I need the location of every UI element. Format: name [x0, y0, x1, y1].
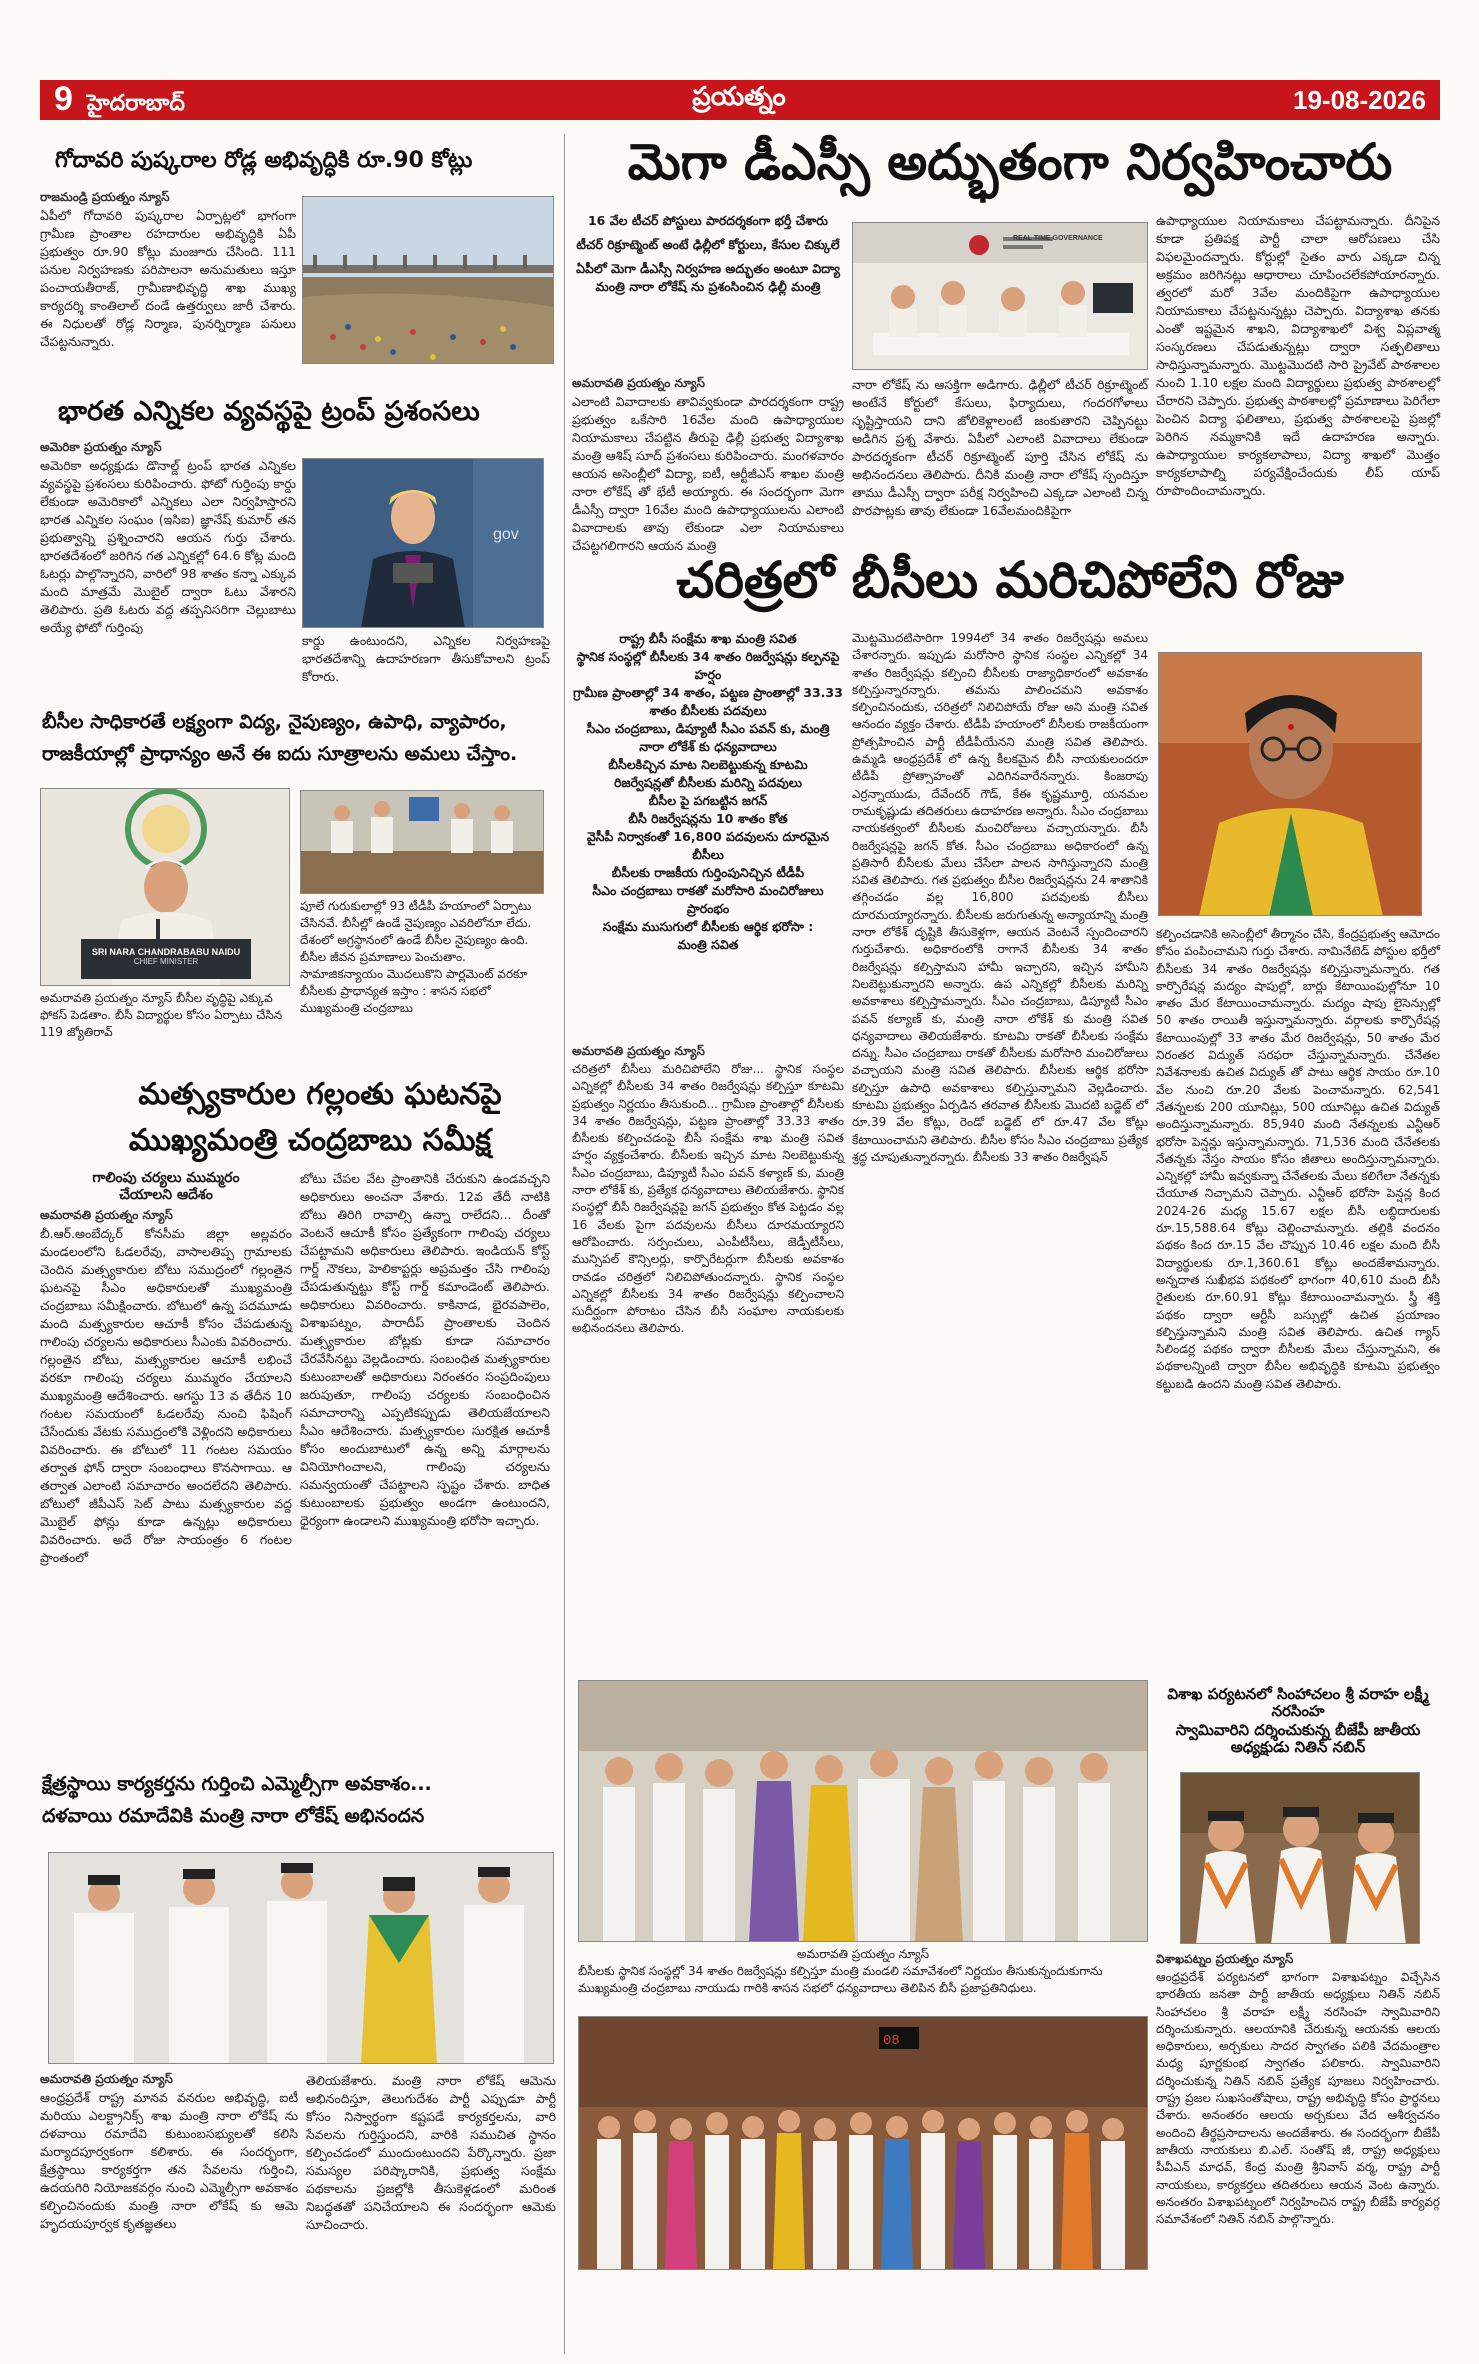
- meeting-room-image: [301, 791, 544, 894]
- bc-highlight: బీసీలకు రాజకీయ గుర్తింపునిచ్చిన టీడీపీ: [611, 865, 805, 880]
- bc-highlights: [572, 630, 844, 954]
- fishermen-sub-1: గాలింపు చర్యలు ముమ్మరం: [92, 1170, 240, 1186]
- paper-name: ప్రయత్నం: [692, 82, 786, 112]
- bc-col-1: [572, 1044, 844, 1338]
- bc-highlight: వైసీపీ నిర్వాకంతో 16,800 పదవులను దూరమైన బీసీలు: [586, 829, 830, 862]
- bc-highlight: బీసీల పై పగబట్టిన జగన్: [648, 793, 768, 808]
- trump-body-cont: కార్డు ఉంటుందని, ఎన్నికల నిర్వహణపై భారతదేశాన్ని ఉదాహరణగా తీసుకోవాలని ట్రంప్ కోరారు.: [302, 633, 550, 684]
- trump-headline: భారత ఎన్నికల వ్యవస్థపై ట్రంప్ ప్రశంసలు: [58, 396, 480, 427]
- minister-portrait-image: [1159, 653, 1422, 916]
- bc-body-1: చరిత్రలో బీసీలు మరిచిపోలేని రోజు... స్థానిక సంస్థల ఎన్నికల్లో బీసీలకు 34 శాతం రిజర్వేషన్లు కల్పిస్తూ కూటమి ప్రభుత్వం నిర్ణయం తీసుకుంది... గ్రామీణ ప్రాంతాల్లో బీసీలకు 34 శాతం రిజర్వేషన్లు, పట్టణ ప్రాంతాల్లో 33.33 శాతం బీసీలకు కల్పించడంపై బీసీ సంక్షేమ శాఖ మంత్రి సవిత హర్షం వ్యక్తంచేశారు. బీసీలకు ఇచ్చిన మాట నిలబెట్టుకున్న సీఎం చంద్రబాబు, డిప్యూటీ సీఎం పవన్ కళ్యాణ్ కు, మంత్రి నారా లోకేశ్ కు, ప్రత్యేక ధన్యవాదాలు తెలియజేశారు. స్థానిక సంస్థల్లో బీసీ రిజర్వేషన్లపై జగన్ ప్రభుత్వం కోత పెట్టడం వల్ల 16 వేలకు పైగా పదవులను బీసీలు దూరమయ్యారని ఆరోపించారు. సర్పంచులు, ఎంపీటీసీలు, జెడ్పీటీసీలు, మున్సిపల్ కౌన్సిలర్లు, కార్పొరేటర్లుగా బీసీలకు అవకాశం రావడం చరిత్రలో నిలిచిపోతుందన్నారు. స్థానిక సంస్థల ఎన్నికల్లో బీసీలకు 34 శాతం రిజర్వేషన్లు కల్పించాలని సుదీర్ఘంగా పోరాటం చేసిన బీసీ సంఘాల నాయకులకు అభినందనలు తెలిపారు.: [572, 1062, 844, 1336]
- bc-dateline: అమరావతి ప్రయత్నం న్యూస్: [572, 1044, 705, 1058]
- dsc-photo: [852, 222, 1148, 370]
- bc-photo-caption: [578, 1946, 1148, 1997]
- dsc-highlight: ఏపీలో మెగా డీఎస్సీ నిర్వహణ అద్భుతం అంటూ విద్యా మంత్రి నారా లోకేష్ ను ప్రశంసించిన ఢిల్లీ మంత్రి: [576, 261, 840, 294]
- assembly-group-image-1: [579, 1681, 1148, 1942]
- lokesh-body-right: తెలియజేశారు. మంత్రి నారా లోకేష్ ఆమెను అభినందిస్తూ, తెలుగుదేశం పార్టీ ఎప్పుడూ పార్టీ కోసం నిస్వార్థంగా కష్టపడే కార్యకర్తలను, వారి సేవలను గుర్తిస్తుందని, వారికి సముచిత స్థానం కల్పించడంలో ముందుంటుందని పేర్కొన్నారు. ప్రజా సమస్యల పరిష్కారానికి, ప్రభుత్వ సంక్షేమ పథకాలను ప్రజల్లోకి తీసుకెళ్లడంలో మరింత నిబద్ధతతో పనిచేయాలని ఈ సందర్భంగా ఆమెకు సూచించారు.: [306, 2073, 556, 2232]
- bc-headline: చరిత్రలో బీసీలు మరిచిపోలేని రోజు: [676, 551, 1344, 609]
- naidu-headline-1: బీసీల సాధికారతే లక్ష్యంగా విద్య, నైపుణ్యం, ఉపాధి, వ్యాపారం,: [42, 711, 507, 733]
- masthead-left: [54, 80, 185, 121]
- nitin-headline-1: విశాఖ పర్యటనలో సింహాచలం శ్రీ వరాహ లక్ష్మీ నరసింహ: [1167, 1685, 1429, 1721]
- savitha-photo: [1158, 652, 1422, 916]
- nameplate-name: SRI NARA CHANDRABABU NAIDU: [91, 947, 241, 957]
- bc-highlight: సీఎం చంద్రబాబు రాకతో మరోసారి మంచిరోజులు ప్రారంభం: [592, 883, 824, 916]
- river-bridge-image: [303, 197, 554, 364]
- dsc-highlight: 16 వేల టీచర్ పోస్టులు పారదర్శకంగా భర్తీ చేశారు: [587, 213, 828, 228]
- bc-highlight: సీఎం చంద్రబాబు, డిప్యూటీ సీఎం పవన్ కు, మంత్రి నారా లోకేశ్ కు ధన్యవాదాలు: [586, 721, 830, 754]
- issue-date: 19-08-2026: [1292, 84, 1426, 115]
- bc-highlight: రిజర్వేషన్లతో బీసీలకు మరిన్ని పదవులు: [614, 775, 802, 790]
- bc-photo-caption-text: బీసీలకు స్థానిక సంస్థల్లో 34 శాతం రిజర్వేషన్లు కల్పిస్తూ మంత్రి మండలి సమావేశంలో నిర్ణయం తీసుకున్నందుకుగాను ముఖ్యమంత్రి చంద్రబాబు నాయుడు గారికి శాసన సభలో ధన్యవాదాలు తెలిపిన బీసీ ప్రజాప్రతినిధులు.: [578, 1964, 1103, 1995]
- fishermen-headline-1: మత్స్యకారుల గల్లంతు ఘటనపై: [138, 1077, 502, 1112]
- bc-body-2: మొట్టమొదటిసారిగా 1994లో 34 శాతం రిజర్వేషన్లు అమలు చేశారన్నారు. ఇప్పుడు మరోసారి స్థానిక సంస్థల ఎన్నికల్లో 34 శాతం రిజర్వేషన్లు కల్పించి బీసీలకు రాజ్యాధికారంలో అవకాశం కల్పిస్తున్నారన్నారు. తమను పాలించమని అవకాశం కల్పించినందుకు, చరిత్రలో నిలిచిపోయే రోజు అని మంత్రి సవిత ఆనందం వ్యక్తం చేశారు. టీడీపీ హయాంలో బీసీలకు రాజకీయంగా ప్రోత్సహించిన పార్టీ టీడీపీయేనని మంత్రి సవిత తెలిపారు. ఉమ్మడి ఆంధ్రప్రదేశ్ లో ఉన్న కీలకమైన బీసీ నాయకులందరూ టీడీపీ ప్రోత్సాహంతో ఎదిగినవారేనన్నారు. కింజరాపు ఎర్రన్నాయుడు, దేవేందర్ గౌడ్, కేఈ కృష్ణమూర్తి, యనమల రామకృష్ణుడు తదితరులు ఉదాహరణ అన్నారు. సీఎం చంద్రబాబు నాయకత్వంలో బీసీలకు మంచిరోజులు వచ్చాయన్నారు. బీసీ రిజర్వేషన్లపై జగన్ కోత. సీఎం చంద్రబాబు అధికారంలో ఉన్న ప్రతిసారీ బీసీలకు మేలు చేసేలా పాలన సాగిస్తున్నారని మంత్రి సవిత తెలిపారు. గత ప్రభుత్వం బీసీల రిజర్వేషన్లను 24 శాతానికి తగ్గించడం వల్ల 16,800 పదవులకు బీసీలు దూరమయ్యారన్నారు. బీసీలకు జరుగుతున్న అన్యాయాన్ని మంత్రి నారా లోకేశ్ దృష్టికి తీసుకెళ్లగా, ఆయన వెంటనే స్పందించారని గుర్తుచేశారు. అధికారంలోకి రాగానే బీసీలకు 34 శాతం రిజర్వేషన్లు కల్పిస్తామని హామీ ఇచ్చారని, ఇచ్చిన హామీని నిలబెట్టుకున్నారని అన్నారు. ఉప ఎన్నికల్లో బీసీలకు మరిన్ని అవకాశాలు కల్పిస్తామన్నారు. సీఎం చంద్రబాబు, డిప్యూటీ సీఎం పవన్ కల్యాణ్ కు, మంత్రి నారా లోకేశ్ కు మంత్రి సవిత ధన్యవాదాలు తెలియజేశారు. కూటమి రాకతో బీసీలకు సంక్షేమ దన్ను. సీఎం చంద్రబాబు రాకతో బీసీలకు మరోసారి మంచిరోజులు వచ్చాయని మంత్రి సవిత తెలిపారు. బీసీలకు ఆర్థిక భరోసా కల్పిస్తూ ఉపాధి అవకాశాలు కల్పిస్తున్నామని వెల్లడించారు. కూటమి ప్రభుత్వం ఏర్పడిన తరవాత బీసీలకు మొదటి బడ్జెట్ లో రూ.39 వేల కోట్లు, రెండో బడ్జెట్ లో రూ.47 వేల కోట్లు కేటాయించామని తెలిపారు. బీసీల కోసం సీఎం చంద్రబాబు ప్రత్యేక శ్రద్ధ చూపుతున్నారన్నారు. బీసీలకు 33 శాతం రిజర్వేషన్: [852, 631, 1148, 1164]
- nitin-photo: [1180, 1772, 1420, 1944]
- godavari-dateline: రాజమండ్రి ప్రయత్నం న్యూస్: [40, 190, 170, 204]
- bc-highlight: బీసీలకిచ్చిన మాట నిలబెట్టుకున్న కూటమి: [608, 757, 808, 772]
- bc-group-photo-2: [578, 2016, 1148, 2270]
- bc-highlight: స్థానిక సంస్థల్లో బీసీలకు 34 శాతం రిజర్వేషన్లు కల్పనపై హర్షం: [576, 649, 840, 682]
- assembly-group-image-2: [579, 2017, 1148, 2270]
- trump-photo: [302, 458, 544, 628]
- dsc-body-3: ఉపాధ్యాయుల నియామకాలు చేపట్టామన్నారు. దీనిపైన కూడా ప్రతిపక్ష పార్టీ చాలా ఆరోపణలు చేసి విఫలమైందన్నారు. కోర్టుల్లో సైతం వారు ఎక్కడా చిన్న అక్రమం జరిగినట్లు ఆధారాలు చూపించలేకపోయారన్నారు. త్వరలో మరో 3వేల మందికిపైగా ఉపాధ్యాయుల నియామకాలు చేపట్టనున్నట్లు చెప్పారు. విద్యాశాఖ తనకు ఎంతో ఇష్టమైన శాఖని, విద్యాశాఖలో విశ్వ విప్లవాత్మ సంస్కరణలు చేపడుతున్నట్లు ద్వారా సత్ఫలితాలు సాధిస్తున్నామన్నారు. మొట్టమొదటి సారి ప్రైవేట్ పాఠశాలల నుంచి 1.10 లక్షల మంది విద్యార్థులు ప్రభుత్వ పాఠశాలల్లో చేరారని చెప్పారు. ప్రభుత్వ పాఠశాలల్లో ప్రమాణాలు పెరిగేలా పెంచిన విద్యా ఫలితాలు, ప్రభుత్వ పాఠశాలలపై ప్రజల్లో పెరిగిన నమ్మకానికి ఇదే ఉదాహరణ అన్నారు. ఉపాధ్యాయుల కార్యకలాపాలు, విద్యా శాఖలో మొత్తం కార్యకలాపాల్ని పర్యవేక్షించేందుకు లీప్ యాప్ రూపొందించామన్నారు.: [1156, 213, 1440, 498]
- dsc-col-1: [572, 376, 844, 555]
- dsc-highlights: [572, 212, 844, 296]
- nitin-dateline: విశాఖపట్నం ప్రయత్నం న్యూస్: [1156, 1952, 1294, 1966]
- naidu-photo: [40, 788, 290, 986]
- lokesh-left-column: [40, 2072, 298, 2233]
- bc-body-3: కల్పించడానికి అసెంబ్లీలో తీర్మానం చేసి, కేంద్రప్రభుత్వ ఆమోదం కోసం పంపించామని గుర్తు చేశారు. నామినేటెడ్ పోస్టుల భర్తీలో బీసీలకు 34 శాతం రిజర్వేషన్లు కల్పిస్తున్నామన్నారు. గత కార్పొరేషన్ల మద్యం షాపుల్లో, బార్లు కేటాయింపుల్లోనూ 10 శాతం మేర కేటాయించామన్నారు. మద్యం షాపు లైసెన్సుల్లో 50 శాతం రాయితీ ఇస్తున్నామన్నారు. వర్గాలకు కార్పొరేషన్ల కేటాయింపుల్లో 33 శాతం మేర రిజర్వేషన్లు, 50 శాతం మేర నిరంతర విద్యుత్ సరఫరా చేస్తున్నామన్నారు. చేనేతల నివేశనాలకు ఉచిత విద్యుత్ తో పాటు ఆర్థిక సాయం రూ.10 వేల నుంచి రూ.20 వేలకు పెంచామన్నారు. 62,541 నేతన్నలకు 200 యూనిట్లు, 500 యూనిట్లు ఉచిత విద్యుత్ అందిస్తున్నామన్నారు. 85,940 మంది నేతన్నలకు ఎన్టీఆర్ భరోసా పెన్షన్లు ఇస్తున్నామన్నారు. 71,536 మంది చేనేతలకు నేతన్నకు నేస్తం సాయం కోసం జీతాలు అందిస్తున్నామన్నారు. ఎన్నికల్లో హామీ ఇవ్వకున్నా చేనేతలకు మేలు కలిగేలా నేతన్నకు చేయూత నిచ్చామని చెప్పారు. ఎన్టీఆర్ భరోసా పెన్షన్ల కింద 2024-26 మధ్య 15.67 లక్షల బీసీ లబ్ధిదారులకు రూ.15,588.64 కోట్లు చెల్లించామన్నారు. తల్లికి వందనం పథకం కింద రూ.15 వేల చొప్పున 10.46 లక్షల మంది బీసీ విద్యార్థులకు రూ.1,360.61 కోట్లు అందజేశామన్నారు. అన్నదాత సుఖీభవ పథకంలో భాగంగా 40,610 మంది బీసీ రైతులకు రూ.60.91 కోట్లు కేటాయించామన్నారు. స్త్రీ శక్తి పథకం ద్వారా ఆర్టీసీ బస్సుల్లో ఉచిత ప్రయాణం కల్పిస్తున్నామని మంత్రి సవిత తెలిపారు. ఉచిత గ్యాస్ సిలిండర్ల పథకం ద్వారా బీసీలకు మేలు చేస్తున్నామని, ఈ పథకాలన్నింటి ద్వారా బీసీల అభివృద్ధికి కూటమి ప్రభుత్వం కట్టుబడి ఉందని మంత్రి సవిత తెలిపారు.: [1156, 927, 1440, 1391]
- naidu-nameplate: [81, 939, 251, 966]
- city-label: హైదరాబాద్: [86, 90, 185, 116]
- lokesh-dateline: అమరావతి ప్రయత్నం న్యూస్: [40, 2072, 173, 2086]
- masthead-bar: [40, 80, 1440, 120]
- naidu-caption-left: అమరావతి ప్రయత్నం న్యూస్ బీసీల వృద్ధిపై ఎక్కువ ఫోకస్ పెడతాం. బీసీ విద్యార్థుల కోసం ఏర్పాటు చేసిన 119 జ్యోతిరావ్: [40, 991, 283, 1039]
- lokesh-headline-2: దళవాయి రమాదేవికి మంత్రి నారా లోకేష్ అభినందన: [42, 1805, 425, 1827]
- nitin-body: ఆంధ్రప్రదేశ్ పర్యటనలో భాగంగా విశాఖపట్నం విచ్చేసిన భారతీయ జనతా పార్టీ జాతీయ అధ్యక్షులు నితిన్ నబిన్ సింహాచలం శ్రీ వరాహ లక్ష్మీ నరసింహ స్వామివారిని దర్శించుకున్నారు. ఆలయానికి చేరుకున్న ఆయనకు ఆలయ అధికారులు, అర్చకులు సాదర స్వాగతం పలికి వేదమంత్రాల మధ్య పూర్ణకుంభ స్వాగతం పలికారు. స్వామివారిని దర్శించుకున్న నితిన్ నబిన్ ప్రత్యేక పూజలు నిర్వహించారు. రాష్ట్ర ప్రజల సుఖసంతోషాలు, రాష్ట్ర అభివృద్ధి కోసం ప్రార్థనలు చేశారు. అనంతరం ఆలయ అర్చకులు వేద ఆశీర్వచనం అందించి తీర్థప్రసాదాలను అందజేశారు. ఈ సందర్భంగా బీజేపీ జాతీయ నాయకులు బి.ఎల్. సంతోష్ జీ, రాష్ట్ర అధ్యక్షులు పీవీఎన్ మాధవ్, కేంద్ర మంత్రి శ్రీనివాస్ వర్మ, రాష్ట్ర పార్టీ నాయకులు, కార్యకర్తలు తదితరులు ఆయన వెంట ఉన్నారు. అనంతరం విశాఖపట్నంలో నిర్వహించిన రాష్ట్ర బీజేపీ కార్యవర్గ సమావేశంలో నితిన్ నబిన్ పాల్గొన్నారు.: [1156, 1970, 1440, 2227]
- bc-highlight: మంత్రి సవిత: [677, 937, 739, 952]
- dsc-highlight: టీచర్ రిక్రూట్మెంట్ అంటే ఢిల్లీలో కోర్టులు, కేసుల చిక్కులే: [576, 237, 840, 252]
- dsc-body-1: ఎలాంటి వివాదాలకు తావివ్వకుండా పారదర్శకంగా రాష్ట్ర ప్రభుత్వం ఒకేసారి 16వేల మంది ఉపాధ్యాయుల నియామకాలు చేపట్టిన తీరుపై ఢిల్లీ ప్రభుత్వ విద్యాశాఖ మంత్రి ఆశిష్ సూద్ ప్రశంసలు కురిపించారు. మంగళవారం ఆయన అసెంబ్లీలో విద్యా, ఐటీ, ఆర్టీజీఎస్ శాఖల మంత్రి నారా లోకేష్ తో భేటీ అయ్యారు. ఈ సందర్భంగా మెగా డీఎస్సీ ద్వారా 16వేల మంది ఉపాధ్యాయులను ఎలాంటి వివాదాలకు తావు లేకుండా ఎలా నియామకాలు చేపట్టగలిగారని ఆయన మంత్రి: [572, 394, 844, 553]
- lokesh-photo: [48, 1852, 554, 2064]
- lokesh-headline-1: క్షేత్రస్థాయి కార్యకర్తను గుర్తించి ఎమ్మెల్సీగా అవకాశం...: [42, 1773, 432, 1795]
- bc-highlight: బీసీ రిజర్వేషన్లను 10 శాతం కోత: [628, 811, 788, 826]
- fishermen-dateline: అమరావతి ప్రయత్నం న్యూస్: [40, 1208, 173, 1222]
- svg-text:08: 08: [883, 2033, 900, 2049]
- bc-group-photo-1: [578, 1680, 1148, 1942]
- fishermen-headline-2: ముఖ్యమంత్రి చంద్రబాబు సమీక్ష: [128, 1123, 492, 1158]
- bc-highlight: రాష్ట్ర బీసీ సంక్షేమ శాఖ మంత్రి సవిత: [619, 631, 797, 646]
- page-number: 9: [54, 79, 73, 118]
- nitin-headline-2: స్వామివారిని దర్శించుకున్న బీజేపీ జాతీయ అధ్యక్షుడు నితిన్ నబిన్: [1175, 1721, 1421, 1757]
- column-separator: [564, 134, 565, 2354]
- family-group-image: [49, 1853, 554, 2064]
- rtg-logo-text: REAL TIME GOVERNANCE: [1013, 235, 1103, 242]
- godavari-article: [40, 190, 296, 351]
- naidu-caption-right: పూలే గురుకులాల్లో 93 టీడీపీ హయాంలో ఏర్పాటు చేసినవే. బీసీల్లో ఉండే నైపుణ్యం ఎవరిలోనూ లేదు. దేశంలో అగ్రస్థానంలో ఉండే బీసీల నైపుణ్యం ఉంది. బీసీల జీవన ప్రమాణాలు పెంచుతాం. సామాజికన్యాయం మొదలుకొని పార్లమెంట్ వరకూ బీసీలకు ప్రాధాన్యత ఇస్తాం : శాసన సభలో ముఖ్యమంత్రి చంద్రబాబు: [300, 899, 532, 1015]
- podium-sign-text: gov: [493, 526, 519, 543]
- naidu-headline-2: రాజకీయాల్లో ప్రాధాన్యం అనే ఈ ఐదు సూత్రాలను అమలు చేస్తాం.: [42, 743, 518, 765]
- bc-highlight: సంక్షేమ ముసుగులో బీసీలకు ఆర్థిక భరోసా :: [602, 919, 814, 934]
- bc-highlight: గ్రామీణ ప్రాంతాల్లో 34 శాతం, పట్టణ ప్రాంతాల్లో 33.33 శాతం బీసీలకు పదవులు: [573, 685, 843, 718]
- lokesh-body-left: ఆంధ్రప్రదేశ్ రాష్ట్ర మానవ వనరుల అభివృద్ధి, ఐటీ మరియు ఎలక్ట్రానిక్స్ శాఖ మంత్రి నారా లోకేష్ ను దళవాయి రమాదేవి కుటుంబసభ్యులతో కలిసి మర్యాదపూర్వకంగా కలిశారు. ఈ సందర్భంగా, క్షేత్రస్థాయి కార్యకర్తగా తన సేవలను గుర్తించి, ఉదయగిరి నియోజకవర్గం నుంచి ఎమ్మెల్సీగా అవకాశం కల్పించినందుకు మంత్రి నారా లోకేష్ కు ఆమె హృదయపూర్వక కృతజ్ఞతలు: [40, 2090, 298, 2231]
- fishermen-left-column: [40, 1170, 292, 1567]
- dsc-headline: మెగా డీఎస్సీ అద్భుతంగా నిర్వహించారు: [627, 133, 1393, 191]
- godavari-photo: [302, 196, 554, 364]
- bc-photo-caption-dateline: అమరావతి ప్రయత్నం న్యూస్: [796, 1947, 930, 1961]
- nitin-article: [1156, 1952, 1440, 2228]
- godavari-body: ఏపీలో గోదావరి పుష్కరాల ఏర్పాట్లలో భాగంగా గ్రామీణ ప్రాంతాల రహదారుల అభివృద్ధికి ఏపీ ప్రభుత్వం రూ.90 కోట్లు మంజూరు చేసింది. 111 పనుల నిర్వహణకు పరిపాలనా అనుమతులు ఇస్తూ పంచాయతీరాజ్, గ్రామీణాభివృద్ధి శాఖ ముఖ్య కార్యదర్శి కాంతిలాల్ దండే ఉత్తర్వులు జారీ చేశారు. ఈ నిధులతో రోడ్ల నిర్మాణ, పునర్నిర్మాణ పనులు చేపట్టనున్నారు.: [40, 208, 296, 349]
- assembly-office-image: [853, 223, 1148, 370]
- trump-dateline: అమెరికా ప్రయత్నం న్యూస్: [40, 440, 162, 454]
- dsc-body-2: నారా లోకేష్ ను ఆసక్తిగా అడిగారు. ఢిల్లీలో టీచర్ రిక్రూట్మెంట్ అంటేనే కోర్టులో కేసులు, ఫిర్యాదులు, గందరగోళాలు సృష్టిస్తాయని దాని జోలికెళ్లాలంటే జంకుతారని చెప్పినట్టు అడిగిన ప్రశ్న వేశారు. ఏపీలో ఎలాంటి వివాదాలు లేకుండా పారదర్శకంగా టీచర్ రిక్రూట్మెంట్ పూర్తి చేసిన లోకేష్ ను అభినందనలు తెలిపారు. దీనికి మంత్రి నారా లోకేష్ స్పందిస్తూ తాము డీఎస్సీ ద్వారా పరీక్ష నిర్వహించి ఎక్కడా ఎలాంటి చిన్న పొరపాట్లకు తావు లేకుండా 16వేలమందికిపైగా: [852, 377, 1148, 518]
- nameplate-title: CHIEF MINISTER: [133, 957, 199, 966]
- godavari-headline: గోదావరి పుష్కరాల రోడ్ల అభివృద్ధికి రూ.90 కోట్లు: [55, 148, 473, 173]
- speaker-portrait-image: [303, 459, 544, 628]
- fishermen-sub-2: చేయాలని ఆదేశం: [119, 1187, 213, 1203]
- temple-visit-image: [1181, 1773, 1420, 1944]
- fishermen-body-left: బీ.ఆర్.అంబేద్కర్ కోనసీమ జిల్లా అల్లవరం మండలంలోని ఓడలరేవు, వాసాలతిప్ప గ్రామాలకు చెందిన మత్స్యకారుల బోటు సముద్రంలో గల్లంతైన ఘటనపై సీఎం అధికారులతో ముఖ్యమంత్రి చంద్రబాబు సమీక్షించారు. బోటులో ఉన్న పదమూడు మంది మత్స్యకారుల ఆచూకీ కోసం చేపడుతున్న గాలింపు చర్యలను అధికారులు సీఎంకు వివరించారు. గల్లంతైన బోటు, మత్స్యకారుల ఆచూకీ లభించే వరకూ గాలింపు చర్యలు ముమ్మరం చేయాలని ముఖ్యమంత్రి ఆదేశించారు. ఆగస్టు 13 వ తేదీన 10 గంటల సమయంలో ఓడలరేవు నుంచి ఫిషింగ్ చేసేందుకు వేటకు సముద్రంలోకి వెళ్లిందని అధికారులు వివరించారు. ఈ బోటులో 11 గంటల సమయం తర్వాత ఫోన్ ద్వారా సంబంధాలు కొనసాగాయి. ఆ తర్వాత ఎలాంటి సమాచారం అందలేదని తెలిపారు. బోటులో జీపీఎస్ సెట్ పాటు మత్స్యకారుల వద్ద మొబైల్ ఫోన్లు కూడా ఉన్నట్లు అధికారులు వివరించారు. అదే రోజు సాయంత్రం 6 గంటల ప్రాంతంలో: [40, 1226, 292, 1565]
- trump-body: అమెరికా అధ్యక్షుడు డొనాల్డ్ ట్రంప్ భారత ఎన్నికల వ్యవస్థపై ప్రశంసలు కురిపించారు. ఫోటో గుర్తింపు కార్డు లేకుండా అమెరికాలో ఎన్నికలు ఎలా నిర్వహిస్తారని భారత ఎన్నికల సంఘం (ఇసిఐ) జ్ఞానేష్ కుమార్ తన ప్రభుత్వాన్ని ప్రశ్నించారని ఆయన గుర్తు చేశారు. భారతదేశంలో జరిగిన గత ఎన్నికల్లో 64.6 కోట్ల మంది ఓటర్లు పాల్గొన్నారని, వారిలో 98 శాతం కన్నా ఎక్కువ మంది మాత్రమే మొబైల్ ద్వారా ఓటు వేశారని తెలిపారు. ప్రతి ఓటరు వద్ద తప్పనిసరిగా చెల్లుబాటు అయ్యే ఫోటో గుర్తింపు: [40, 458, 296, 635]
- fishermen-body-right: బోటు చేపల వేట ప్రాంతానికి చేరుకుని ఉండవచ్చని అధికారులు అంచనా వేశారు. 12వ తేదీ నాటికి బోటు తిరిగి రావాల్సి ఉన్నా రాలేదని... దీంతో వెంటనే ఆచూకీ కోసం ప్రత్యేకంగా గాలింపు చర్యలు చేపట్టామని అధికారులు తెలిపారు. ఇండియన్ కోస్ట్ గార్డ్ నౌకలు, హెలికాప్టర్లు అప్రమత్తం చేసి గాలింపు చేపడుతున్నట్టు కోస్ట్ గార్డ్ కమాండెంట్ తెలిపారు. అధికారులు వివరించారు. కాకినాడ, భైరవపాలెం, విశాఖపట్నం, పారాదీప్ ప్రాంతాలకు చెందిన మత్స్యకారుల బోట్లకు కూడా సమాచారం చేరవేసినట్టు వెల్లడించారు. సంబంధిత మత్స్యకారుల కుటుంబాలతో అధికారులు నిరంతరం సంప్రదింపులు జరుపుతూ, గాలింపు చర్యలకు సంబంధించిన సమాచారాన్ని ఎప్పటికప్పుడు తెలియజేయాలని సీఎం ఆదేశించారు. మత్స్యకారుల సురక్షిత ఆచూకీ కోసం అందుబాటులో ఉన్న అన్ని మార్గాలను వినియోగించాలని, గాలింపు చర్యలను సమన్వయంతో చేపట్టాలని స్పష్టం చేశారు. బాధిత కుటుంబాలకు ప్రభుత్వం అండగా ఉంటుందని, ధైర్యంగా ఉండాలని ముఖ్యమంత్రి భరోసా ఇచ్చారు.: [300, 1171, 550, 1528]
- dsc-dateline: అమరావతి ప్రయత్నం న్యూస్: [572, 376, 705, 390]
- naidu-meeting-photo: [300, 790, 544, 894]
- trump-article: [40, 440, 296, 637]
